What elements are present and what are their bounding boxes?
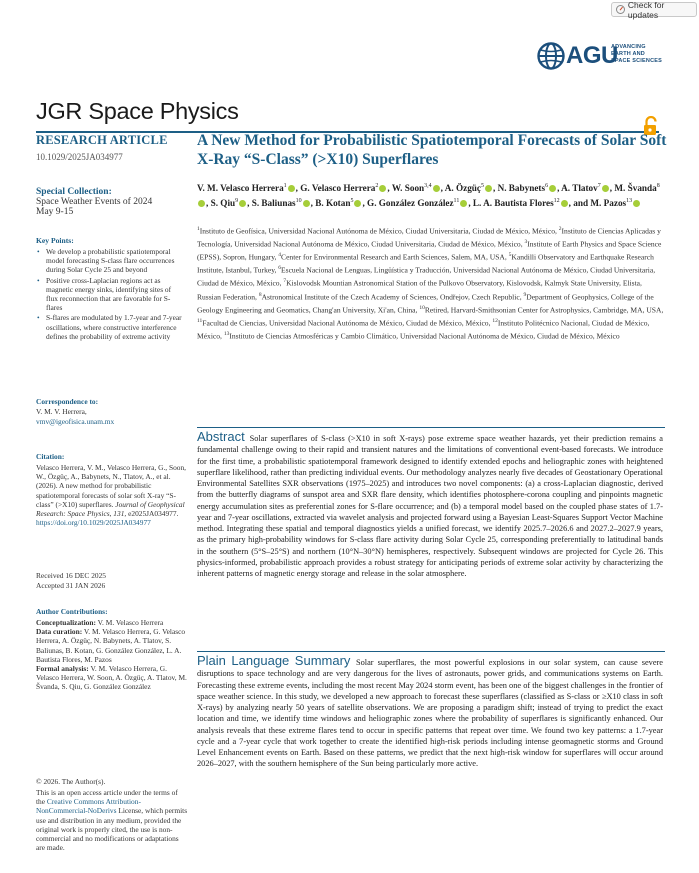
key-point: • We develop a probabilistic spatiotemporal model forecasting S-class flare occurrences during Solar Cycle 25 and beyond <box>46 247 184 275</box>
affiliation-text: Instituto de Geofísica, Universidad Nacional Autónoma de México, Ciudad Universitaria, Ciudad de México, México, <box>199 226 559 236</box>
special-collection-heading: Special Collection: <box>36 187 112 197</box>
key-points-heading: Key Points: <box>36 236 74 245</box>
author-affiliation-number: 1 <box>283 183 287 189</box>
affiliation-number: 11 <box>197 317 203 324</box>
correspondence-name: V. M. V. Herrera, <box>36 407 87 416</box>
author-name[interactable]: S. Qiu <box>210 197 236 208</box>
orcid-icon[interactable] <box>288 185 295 192</box>
plain-language-heading: Plain Language Summary <box>197 653 356 668</box>
abstract-text: Solar superflares of S-class (>X10 in soft X-rays) pose extreme space weather hazards, yet their prediction remains a fundamental challenge owing to their rapid and transient natures and the limitations of conventional event-based forecasts. We introduce for the first time, a probabilistic spatiotemporal framework designed to identify extended epochs and heliographic zones with heightened superflare likelihood, rather than predicting individual events. Our methodology analyzes nearly five decades of Geostationary Operational Environmental Satellites SXR observations (1975–2025) and introduces two novel components: (a) a cross-Laplacian diagnostic, derived from the butterfly diagrams of sunspot area and SXR flare density, which identifies photosphere-corona coupling and pinpoints magnetic energy accumulation sites as preferential zones for S-flare occurrence; and (b) a temporal model based on the coupled phase states of 1.7-year and 7-year oscillations, extracted via wavelet analysis and projected forward using a Bayesian Least-Squares Support Vector Machine method. Integrating these spatial and temporal diagnostics yields a unified forecast, we identify 2025.7–2026.6 and 2027.2–2027.9 years, as the primary high-probability windows for S-class flare activity during Solar Cycle 25, corresponding preferentially to latitudinal bands in the southern (5°S–25°S) and northern (10°N–30°N) hemispheres, respectively. Subsequent windows are projected for Cycle 26. This physics-informed, probabilistic approach provides a robust strategy for anticipating periods of extreme solar activity by characterizing the inherent patterns of magnetic energy storage and release in the solar atmosphere. <box>197 434 664 578</box>
agu-wordmark: AGU <box>566 42 618 69</box>
orcid-icon[interactable] <box>433 185 440 192</box>
orcid-icon[interactable] <box>239 200 246 207</box>
author-name[interactable]: A. Özgüç <box>444 183 481 194</box>
affiliation-number: 4 <box>278 252 282 259</box>
citation-heading: Citation: <box>36 452 65 461</box>
affiliations <box>197 224 665 342</box>
orcid-icon[interactable] <box>633 200 640 207</box>
check-for-updates-button[interactable] <box>611 0 697 20</box>
orcid-icon[interactable] <box>561 200 568 207</box>
journal-title: JGR Space Physics <box>36 98 239 124</box>
license-link[interactable]: Creative Commons Attribution-NonCommercial-NoDerivs <box>36 797 141 816</box>
orcid-icon[interactable] <box>379 185 386 192</box>
author-contributions-heading: Author Contributions: <box>36 607 108 616</box>
article-title: A New Method for Probabilistic Spatiotemporal Forecasts of Solar Soft X-Ray “S-Class” (>X10) Superflares <box>197 132 667 168</box>
abstract-heading: Abstract <box>197 429 250 444</box>
author-name[interactable]: V. M. Velasco Herrera <box>197 183 284 194</box>
author-affiliation-number: 3,4 <box>424 183 432 189</box>
affiliation-number: 8 <box>258 291 262 298</box>
affiliation-text: Facultad de Ciencias, Universidad Nacional Autónoma de México, Ciudad de México, México, <box>202 318 493 328</box>
author-affiliation-number: 6 <box>545 183 549 189</box>
affiliation-number: 7 <box>283 278 287 285</box>
agu-logo <box>537 41 667 75</box>
author-affiliation-number: 7 <box>597 183 601 189</box>
affiliation-text: Retired, Harvard-Smithsonian Center for Astrophysics, Cambridge, MA, USA, <box>424 305 664 315</box>
affiliation-text: Instituto Politécnico Nacional, Ciudad de México, México, <box>197 318 650 341</box>
affiliation-text: Astronomical Institute of the Czech Academy of Sciences, Ondřejov, Czech Republic, <box>261 292 524 302</box>
affiliation-text: Escuela Nacional de Lenguas, Lingüística y Traducción, Universidad Nacional Autónoma de México, Ciudad Universitaria, Ciudad de México, México, <box>197 265 656 288</box>
orcid-icon[interactable] <box>602 185 609 192</box>
author-name[interactable]: N. Babynets <box>497 183 546 194</box>
author-affiliation-number: 2 <box>375 183 379 189</box>
orcid-icon[interactable] <box>460 200 467 207</box>
affiliation-text: Center for Environmental Research and Earth Sciences, Salem, MA, USA, <box>281 252 509 262</box>
author-name[interactable]: M. Švanda <box>614 183 657 194</box>
author-affiliation-number: 11 <box>453 197 460 204</box>
affiliation-number: 10 <box>419 304 425 311</box>
accepted-date: Accepted 31 JAN 2026 <box>36 581 106 590</box>
globe-icon <box>537 42 565 70</box>
author-affiliation-number: 9 <box>235 197 239 204</box>
affiliation-number: 12 <box>492 317 498 324</box>
correspondence-email-link[interactable]: vmv@igeofisica.unam.mx <box>36 417 115 426</box>
affiliation-text: Kandilli Observatory and Earthquake Research Institute, Istanbul, Turkey, <box>197 252 654 275</box>
orcid-icon[interactable] <box>549 185 556 192</box>
orcid-icon[interactable] <box>485 185 492 192</box>
affiliation-number: 3 <box>524 239 528 246</box>
received-date: Received 16 DEC 2025 <box>36 571 106 580</box>
affiliation-text: Institute of Earth Physics and Space Science (EPSS), Sopron, Hungary, <box>197 239 662 262</box>
key-points-list <box>36 247 184 342</box>
citation-doi-link[interactable]: https://doi.org/10.1029/2025JA034977 <box>36 518 151 528</box>
orcid-icon[interactable] <box>198 200 205 207</box>
check-for-updates-label: Check for updates <box>627 0 665 20</box>
affiliation-number: 6 <box>278 265 282 272</box>
affiliation-number: 1 <box>197 226 200 232</box>
affiliation-text: Department of Geophysics, College of the Geology Engineering and Geomatics, Chang'an University, Xi'an, China, <box>197 292 654 315</box>
author-affiliation-number: 5 <box>480 183 484 189</box>
author-name[interactable]: L. A. Bautista Flores <box>472 197 554 208</box>
agu-tagline: ADVANCING EARTH AND SPACE SCIENCES <box>611 44 662 64</box>
author-affiliation-number: 10 <box>295 197 302 204</box>
abstract-section <box>197 431 663 579</box>
author-name[interactable]: W. Soon <box>391 183 425 194</box>
plain-language-section <box>197 655 663 770</box>
author-affiliation-number: 13 <box>626 197 633 204</box>
correspondence-heading: Correspondence to: <box>36 397 99 406</box>
author-name[interactable]: G. Velasco Herrera <box>300 183 376 194</box>
plain-language-text: Solar superflares, the most powerful explosions in our solar system, can cause severe disruptions to space technology and are very dangerous for the lives of astronauts, power grids, and communications systems on Earth. Forecasting these extreme events, including the most recent May 2024 storm event, has been one of the biggest challenges in the frontier of space weather science. In this study, we developed a new approach to forecast these superflares (classified as S-class or ≥X10 class in soft X-rays) by analyzing nearly 50 years of satellite observations. We are proposing a paradigm shift; instead of trying to predict the exact location and time, we identify time windows and heliographic zones where the probability of superflares is significantly enhanced. Our analysis reveals that these extreme flares tend to occur in specific patterns that repeat over time. We found two key patterns: a 1.7-year cycle and a 7-year cycle that work together to create the identified high-risk periods including intense geomagnetic storms and Ground Level Enhancement events on Earth. Based on these patterns, we predict that the next high-risk window for superflares will occur around 2026–2027, with the southern hemisphere of the Sun being particularly more active. <box>197 658 664 769</box>
affiliation-text: Instituto de Ciencias Aplicadas y Tecnología, Universidad Nacional Autónoma de México, Ciudad Universitaria, Ciudad de México, México, <box>197 226 661 249</box>
orcid-icon[interactable] <box>354 200 361 207</box>
author-affiliation-number: 12 <box>553 197 560 204</box>
author-contributions: Conceptualization: V. M. Velasco Herrera Data curation: V. M. Velasco Herrera, G. Velasco Herrera, A. Özgüç, N. Babynets, A. Tlatov, S. Baliunas, B. Kotan, G. González González, L. A. Bautista Flores, M. Pazos Formal analysis: V. M. Velasco Herrera, G. Velasco Herrera, W. Soon, A. Özgüç, A. Tlatov, M. Švanda, S. Qiu, G. González González <box>36 618 187 692</box>
copyright-text: © 2026. The Author(s). <box>36 777 106 786</box>
update-icon <box>616 5 625 14</box>
citation-text: Velasco Herrera, V. M., Velasco Herrera, G., Soon, W., Özgüç, A., Babynets, N., Tlatov, A., et al. (2026). A new method for probabilistic spatiotemporal forecasts of solar soft X-ray “S-class” (>X10) superflares. Journal of Geophysical Research: Space Physics, 131, e2025JA034977. https://doi.org/10.1029/2025JA034977 <box>36 463 187 528</box>
affiliation-number: 5 <box>508 252 512 259</box>
author-affiliation-number: 5 <box>350 197 354 204</box>
affiliation-number: 2 <box>558 226 562 232</box>
key-point: • Positive cross-Laplacian regions act as magnetic energy sinks, identifying sites of flux reconnection that are favorable for S-flares <box>46 276 184 313</box>
plain-language-divider <box>197 651 665 652</box>
affiliation-text: Instituto de Ciencias Atmosféricas y Cambio Climático, Universidad Nacional Autónoma de México, Ciudad de México, México <box>229 331 620 341</box>
affiliation-number: 13 <box>223 330 230 337</box>
author-name[interactable]: M. Pazos <box>590 197 627 208</box>
doi-text: 10.1029/2025JA034977 <box>36 152 123 162</box>
author-list: V. M. Velasco Herrera$^1$ , G. Velasco Herrera$^2$ , W. Soon$^{3,4}$ , A. Özgüç$^5$ , N. Babynets$^6$ , A. Tlatov$^7$ , M. Švanda$^8$, S. Qiu$^9$ , S. Baliunas$^{10}$ , B. Kotan$^5$ , G. González González$^{11}$ , L. A. Bautista Flores$^{12}$ , and M. Pazos$^{13}$ <box>197 183 660 208</box>
author-name[interactable]: G. González González <box>367 197 454 208</box>
special-collection-dates: May 9-15 <box>36 207 74 217</box>
orcid-icon[interactable] <box>303 200 310 207</box>
license-text: This is an open access article under the terms of the Creative Commons Attribution-NonCommercial-NoDerivs License, which permits use and distribution in any medium, provided the original work is properly cited, the use is non-commercial and no modifications or adaptations are made. <box>36 788 188 853</box>
abstract-divider <box>197 427 665 428</box>
affiliation-text: Kislovodsk Mountian Astronomical Station of the Pulkovo Observatory, Kislovodsk, Kalmyk State University, Elista, Russian Federation, <box>197 278 642 302</box>
author-name[interactable]: S. Baliunas <box>251 197 296 208</box>
author-affiliation-number: 8 <box>656 183 660 189</box>
special-collection-name[interactable]: Space Weather Events of 2024 <box>36 197 153 207</box>
article-type: RESEARCH ARTICLE <box>36 133 168 147</box>
author-name[interactable]: B. Kotan <box>315 197 351 208</box>
author-name[interactable]: A. Tlatov <box>561 183 598 194</box>
affiliation-number: 9 <box>523 291 527 298</box>
key-point: • S-flares are modulated by 1.7-year and 7-year oscillations, where constructive interference defines the probability of extreme activity <box>46 313 184 341</box>
